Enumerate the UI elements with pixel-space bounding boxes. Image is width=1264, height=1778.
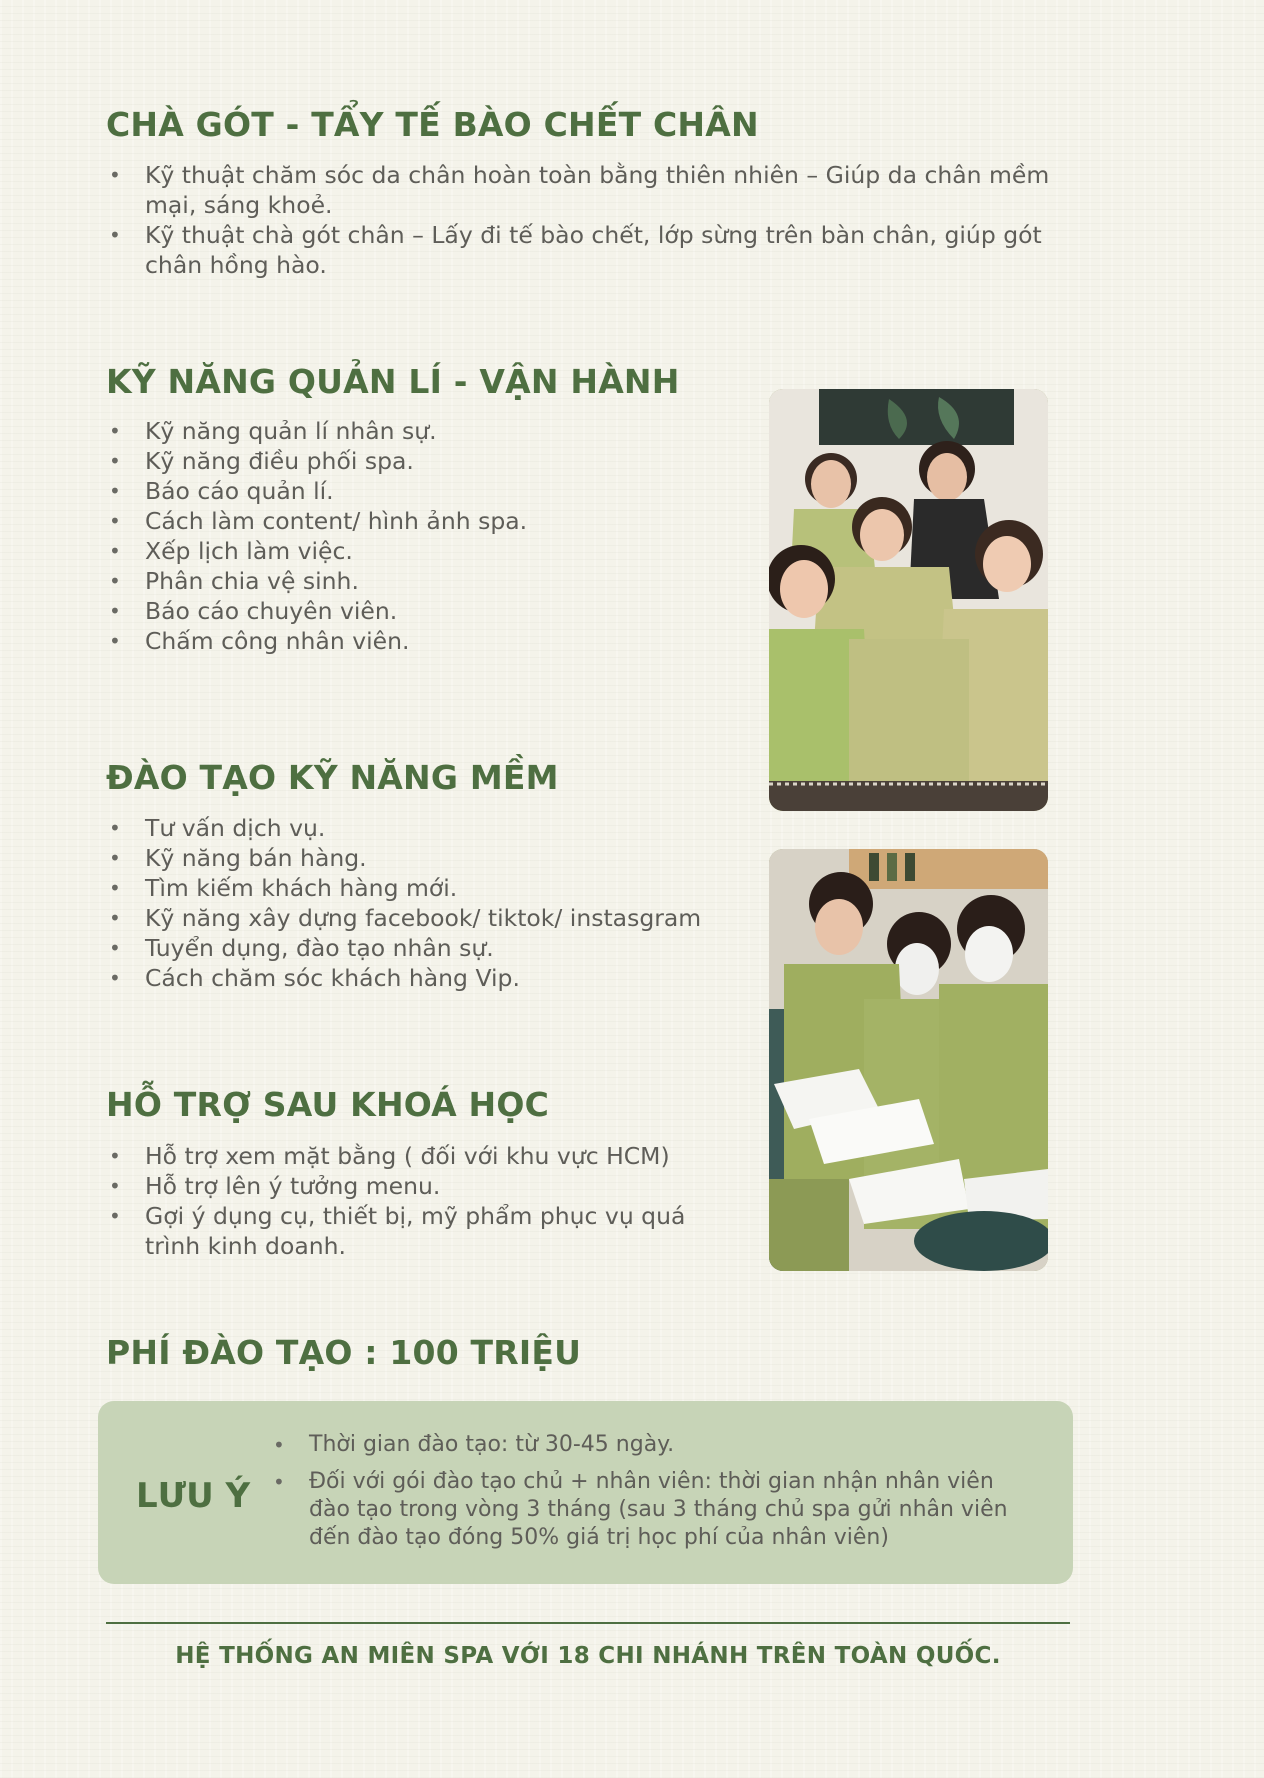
list-item: • Kỹ thuật chăm sóc da chân hoàn toàn bằng thiên nhiên – Giúp da chân mềm mại, sáng khoẻ. (106, 160, 1081, 220)
section-title-heel: CHÀ GÓT - TẨY TẾ BÀO CHẾT CHÂN (106, 105, 759, 144)
list-item: • Kỹ năng điều phối spa. (106, 446, 746, 476)
footer-text: HỆ THỐNG AN MIÊN SPA VỚI 18 CHI NHÁNH TRÊN TOÀN QUỐC. (175, 1643, 1001, 1669)
list-item: • Hỗ trợ lên ý tưởng menu. (106, 1171, 706, 1201)
footer-divider (106, 1622, 1070, 1624)
students-writing-photo (769, 849, 1048, 1271)
list-item: • Đối với gói đào tạo chủ + nhân viên: thời gian nhận nhân viên đào tạo trong vòng 3 tháng (sau 3 tháng chủ spa gửi nhân viên đến đào tạo đóng 50% giá trị học phí của nhân viên) (270, 1468, 1040, 1552)
support-list (106, 1141, 706, 1261)
fee-title: PHÍ ĐÀO TẠO : 100 TRIỆU (106, 1333, 582, 1372)
list-item: • Chấm công nhân viên. (106, 626, 746, 656)
note-label: LƯU Ý (136, 1476, 251, 1516)
section-title-soft-skills: ĐÀO TẠO KỸ NĂNG MỀM (106, 758, 559, 797)
list-item: • Tuyển dụng, đào tạo nhân sự. (106, 933, 746, 963)
list-item: • Thời gian đào tạo: từ 30-45 ngày. (270, 1431, 1040, 1459)
list-item: • Tìm kiếm khách hàng mới. (106, 873, 746, 903)
management-list (106, 416, 746, 656)
list-item: • Báo cáo quản lí. (106, 476, 746, 506)
list-item: • Kỹ thuật chà gót chân – Lấy đi tế bào chết, lớp sừng trên bàn chân, giúp gót chân hồng hào. (106, 220, 1081, 280)
list-item: • Cách chăm sóc khách hàng Vip. (106, 963, 746, 993)
staff-group-photo (769, 389, 1048, 811)
list-item: • Tư vấn dịch vụ. (106, 813, 746, 843)
section-title-management: KỸ NĂNG QUẢN LÍ - VẬN HÀNH (106, 362, 680, 401)
note-list (270, 1431, 1040, 1561)
list-item: • Phân chia vệ sinh. (106, 566, 746, 596)
section-title-support: HỖ TRỢ SAU KHOÁ HỌC (106, 1085, 550, 1124)
list-item: • Kỹ năng bán hàng. (106, 843, 746, 873)
note-box (98, 1401, 1073, 1584)
list-item: • Gợi ý dụng cụ, thiết bị, mỹ phẩm phục vụ quá trình kinh doanh. (106, 1201, 706, 1261)
list-item: • Xếp lịch làm việc. (106, 536, 746, 566)
list-item: • Kỹ năng xây dựng facebook/ tiktok/ instasgram (106, 903, 746, 933)
list-item: • Hỗ trợ xem mặt bằng ( đối với khu vực HCM) (106, 1141, 706, 1171)
soft-skills-list (106, 813, 746, 993)
list-item: • Báo cáo chuyên viên. (106, 596, 746, 626)
list-item: • Cách làm content/ hình ảnh spa. (106, 506, 746, 536)
heel-list (106, 160, 1081, 280)
list-item: • Kỹ năng quản lí nhân sự. (106, 416, 746, 446)
